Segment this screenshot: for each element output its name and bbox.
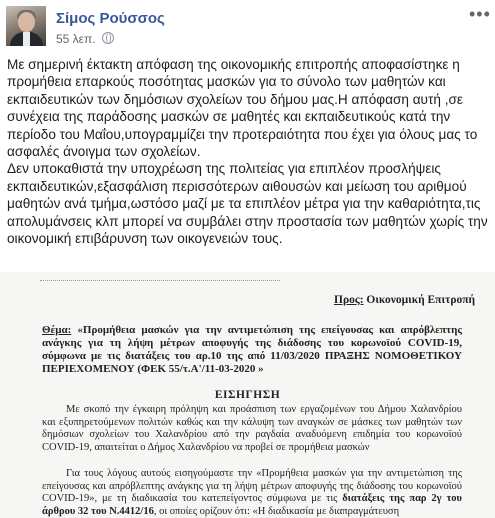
- avatar-head: [18, 12, 35, 32]
- recipient-label: Προς:: [334, 294, 364, 306]
- avatar-shirt: [23, 32, 30, 46]
- post-paragraph: Δεν υποκαθιστά την υποχρέωση της πολιτείας για επιπλέον προσλήψεις εκπαιδευτικών,εξασφάλιση περισσότερων αιθουσών και μείωση του αριθμού μαθητών ανά τμήμα,ωστόσο μαζί με τα επιπλέον μέτρα για την καθαριότητα,τις απολυμάνσεις κλπ μπορεί να συμβάλει στην προστασία των μαθητών χωρίς την οικονομική επιβάρυνση των οικογενειών τους.: [7, 161, 488, 247]
- post-text: [7, 56, 490, 247]
- document-heading: ΕΙΣΗΓΗΣΗ: [214, 389, 281, 401]
- document-paragraph: [42, 404, 462, 454]
- document-paragraph-bold: διατάξεις της παρ 2γ του άρθρου 32 του Ν.4412/16: [42, 493, 462, 517]
- document-recipient: [334, 294, 475, 306]
- subject-label: Θέμα:: [42, 324, 72, 336]
- attached-document-image[interactable]: [0, 272, 495, 518]
- post-meta: [56, 32, 114, 46]
- document-subject: [42, 324, 462, 376]
- document-paragraph-text: Για τους λόγους αυτούς εισηγούμαστε την «Προμήθεια μασκών για την αντιμετώπιση της επείγουσας και απρόβλεπτης ανάγκης για τη λήψη μέτρων αποφυγής της διάδοσης του κορωνοϊού COVID-19», με τη διαδικασία του κατεπείγοντος σύμφωνα με τις: [42, 468, 462, 505]
- post-timestamp[interactable]: 55 λεπ.: [56, 32, 96, 46]
- recipient-value: Οικονομική Επιτροπή: [366, 294, 476, 306]
- document-top-cutline: [40, 272, 280, 281]
- avatar[interactable]: [6, 6, 46, 46]
- document-paragraph-text: Με σκοπό την έγκαιρη πρόληψη και προάσπιση των εργαζομένων του Δήμου Χαλανδρίου και εξυπηρετούμενων πολιτών καθώς και την κάλυψη των αναγκών σε μάσκες των μαθητών των δημόσιων σχολείων του Χαλανδρίου από την ραγδαία αναδυόμενη επιδημία του κορωνοϊού COVID-19, απαιτείται ο Δήμος Χαλανδρίου να προβεί σε προμήθεια μασκών: [42, 404, 462, 453]
- post-paragraph: Με σημερινή έκτακτη απόφαση της οικονομικής επιτροπής αποφασίστηκε η προμήθεια επαρκούς ποσότητας μασκών για το σύνολο των μαθητών και εκπαιδευτικών των δημόσιων σχολείων του δήμου μας.Η απόφαση αυτή ,σε συνέχεια της παράδοσης μασκών σε μαθητές και εκπαιδευτικούς κατά την περίοδο του Μαΐου,υπογραμμίζει την προτεραιότητα που έχει για όλους μας το ασφαλές άνοιγμα των σχολείων.: [7, 57, 478, 160]
- more-options-icon[interactable]: •••: [469, 4, 491, 24]
- subject-text: «Προμήθεια μασκών για την αντιμετώπιση της επείγουσας και απρόβλεπτης ανάγκης για τη λήψη μέτρων αποφυγής της διάδοσης του κορωνοϊού COVID-19, σύμφωνα με τις διατάξεις του αρ.10 της από 11/03/2020 ΠΡΑΞΗΣ ΝΟΜΟΘΕΤΙΚΟΥ ΠΕΡΙΕΧΟΜΕΝΟΥ (ΦΕΚ 55/τ.Α'/11-03-2020 »: [42, 324, 462, 375]
- document-paragraph-text: , οι οποίες ορίζουν ότι: «Η διαδικασία με διαπραγμάτευση: [153, 505, 400, 517]
- document-paragraph: [42, 468, 462, 518]
- author-name[interactable]: Σίμος Ρούσσος: [56, 10, 165, 27]
- post-header: [6, 6, 489, 50]
- globe-icon: [102, 32, 114, 44]
